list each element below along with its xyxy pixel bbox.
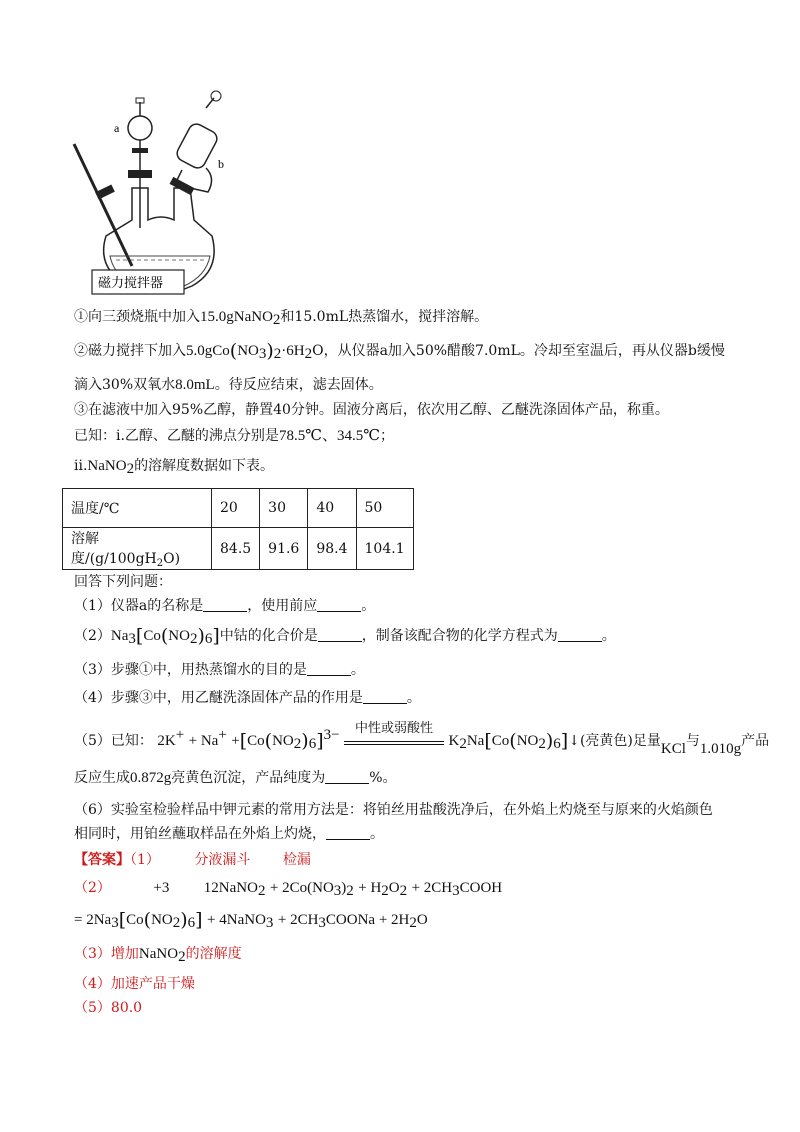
step-3: ③在滤液中加入95%乙醇，静置40分钟。固液分离后，依次用乙醇、乙醚洗涤固体产品，称重。 — [74, 402, 669, 418]
table-cell: 91.6 — [260, 528, 308, 570]
table-row — [63, 489, 414, 528]
step-2-line-2: 滴入30%双氧水8.0mL。待反应结束，滤去固体。 — [74, 377, 383, 393]
table-cell: 104.1 — [356, 528, 413, 570]
table-row — [63, 528, 414, 570]
question-5-line-2: 反应生成0.872g亮黄色沉淀，产品纯度为 %。 — [74, 770, 397, 786]
table-cell: 84.5 — [212, 528, 260, 570]
answer-5: （5）80.0 — [74, 1000, 143, 1016]
question-6-line-2: 相同时，用铂丝蘸取样品在外焰上灼烧， 。 — [74, 826, 384, 842]
known-i: 已知：i.乙醇、乙醚的沸点分别是78.5℃、34.5℃； — [74, 428, 394, 444]
question-5: （5）已知： $2K^+ + Na^+ +[Co(NO_2)_6]^{3-}$ 中性或弱酸性 $K_2Na[Co(NO_2)_6]↓$(亮黄色)足量KCl与1.010g产品 — [74, 721, 770, 757]
question-6-line-1: （6）实验室检验样品中钾元素的常用方法是：将铂丝用盐酸洗净后，在外焰上灼烧至与原来的火焰颜色 — [74, 802, 713, 818]
answer-tag: 【答案】 — [74, 852, 130, 868]
label-b: b — [218, 157, 224, 171]
answer-1: 【答案】（1） 分液漏斗 检漏 — [74, 852, 311, 868]
thermometer-stopper — [95, 184, 115, 199]
answer-2-line-1: （2） +3 12NaNO$_2$ + $2Co(NO_3)_2 + H_2O_2$ + $2CH_3COOH$ — [74, 880, 503, 899]
table-cell: 20 — [212, 489, 260, 528]
dropping-funnel-b — [174, 121, 219, 170]
solubility-table — [62, 488, 414, 570]
table-header-label: 温度/℃ — [63, 489, 212, 528]
separatory-funnel-a — [128, 116, 152, 140]
known-ii: ii.NaNO$_2$的溶解度数据如下表。 — [74, 458, 275, 477]
table-cell: 98.4 — [308, 528, 356, 570]
step-2-line-1: ②磁力搅拌下加入$5.0gCo(NO_3)_2\cdot 6H_2O$，从仪器a加入50%醋酸7.0mL。冷却至室温后，再从仪器b缓慢 — [74, 340, 725, 362]
answer-2-line-2: = $2Na_3[Co(NO_2)_6]$ + 4NaNO$_3$ + $2CH_3COONa + 2H_2O$ — [74, 909, 428, 931]
table-row-label: 溶解度$/(g/100gH_2O)$ — [63, 528, 212, 570]
table-cell: 50 — [356, 489, 413, 528]
answer-3: （3）增加NaNO$_2$的溶解度 — [74, 946, 242, 965]
question-3: （3）步骤①中，用热蒸馏水的目的是 。 — [74, 662, 365, 678]
question-4: （4）步骤③中，用乙醚洗涤固体产品的作用是 。 — [74, 690, 421, 706]
table-cell: 40 — [308, 489, 356, 528]
step-1: ①向三颈烧瓶中加入15.0gNaNO$_2$和15.0mL热蒸馏水，搅拌溶解。 — [74, 309, 489, 328]
question-2: $(2)Na_3[Co(NO_2)_6]$中钴的化合价是 ，制备该配合物的化学方程式为 。 — [74, 625, 616, 647]
table-cell: 30 — [260, 489, 308, 528]
answer-4: （4）加速产品干燥 — [74, 976, 195, 992]
questions-intro: 回答下列问题： — [74, 574, 172, 590]
apparatus-figure — [66, 88, 256, 298]
label-a: a — [114, 121, 120, 135]
stirrer-label: 磁力搅拌器 — [98, 276, 164, 291]
question-1: （1）仪器a的名称是 ，使用前应 。 — [74, 598, 376, 614]
reaction-condition: 中性或弱酸性 — [355, 721, 434, 736]
